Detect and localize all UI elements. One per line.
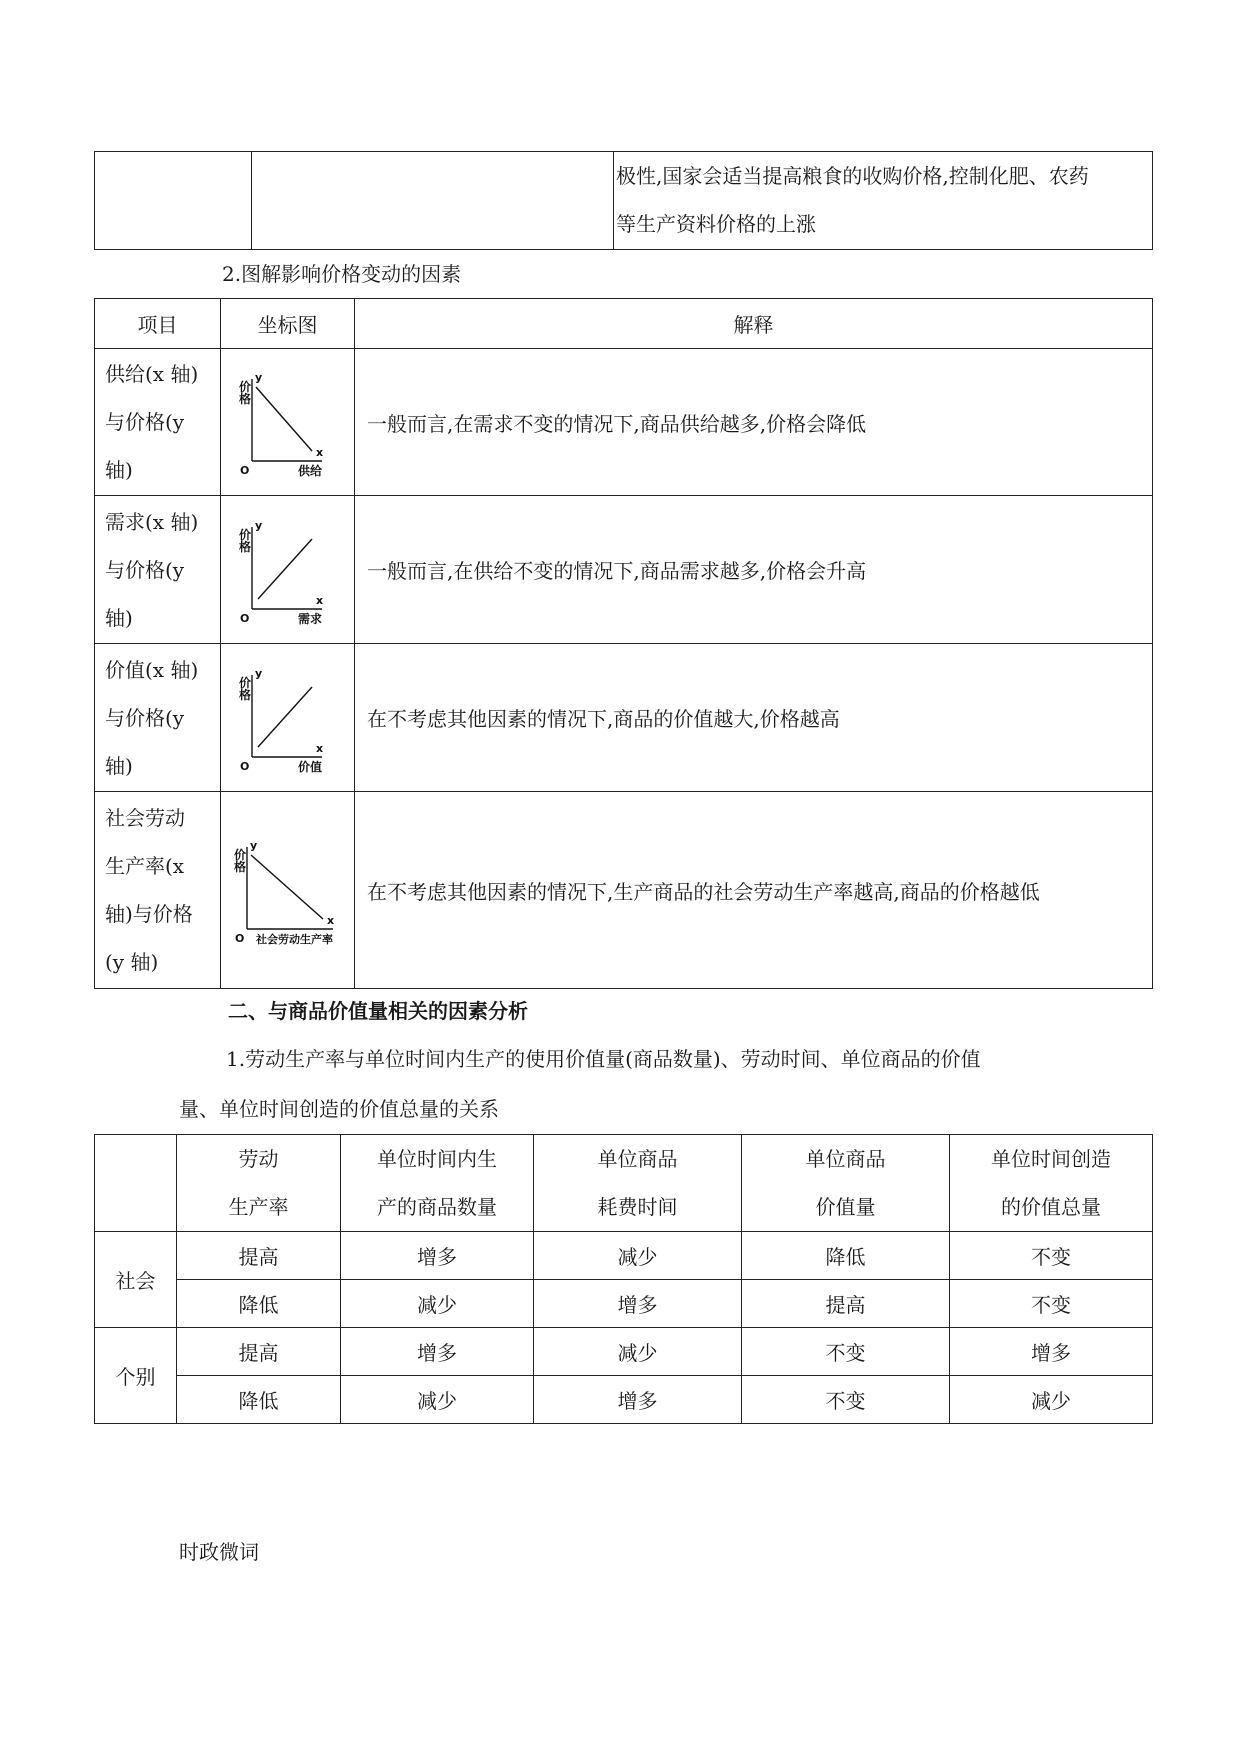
factor-explanation: 在不考虑其他因素的情况下,商品的价值越大,价格越高 (367, 707, 840, 731)
relation-header-cell (950, 1135, 1153, 1232)
relation-header-empty (95, 1135, 177, 1232)
x-axis-letter: x (315, 741, 323, 755)
x-axis-label: 供给 (297, 464, 322, 477)
factor-item-line: 供给(x 轴) (105, 362, 199, 386)
coordinate-graph (238, 367, 338, 477)
factor-explanation-cell (355, 496, 1153, 644)
factor-item-line: 轴) (105, 458, 133, 482)
x-axis-label: 价值 (297, 759, 322, 773)
coordinate-graph (238, 663, 338, 773)
relation-header-line: 产的商品数量 (377, 1195, 497, 1219)
relation-header-line: 价值量 (815, 1195, 876, 1219)
x-axis-letter: x (326, 914, 334, 927)
trend-line (258, 687, 312, 747)
origin-label: O (234, 932, 244, 945)
factor-item-line: 轴) (105, 605, 133, 630)
y-axis-letter: y (254, 666, 262, 680)
trend-line (251, 855, 323, 919)
relation-header-line: 单位商品 (597, 1147, 678, 1171)
factor-row (95, 349, 1153, 496)
factor-item-line: 需求(x 轴) (105, 509, 199, 534)
factor-item-line: 与价格(y (105, 705, 185, 730)
relation-cell: 减少 (534, 1328, 742, 1376)
factor-graph-cell (221, 349, 355, 496)
y-axis-label: 价格 (238, 527, 251, 554)
factor-explanation-cell (355, 349, 1153, 496)
relation-cell: 增多 (534, 1376, 742, 1424)
section2-title: 2.图解影响价格变动的因素 (222, 262, 462, 286)
trend-line (258, 539, 312, 599)
group-label-text: 个别 (115, 1365, 156, 1389)
relation-row (95, 1232, 1153, 1280)
factor-row (95, 496, 1153, 644)
factor-explanation: 在不考虑其他因素的情况下,生产商品的社会劳动生产率越高,商品的价格越低 (367, 879, 1040, 904)
header-explanation: 解释 (355, 299, 1153, 349)
header-graph: 坐标图 (221, 299, 355, 349)
relation-cell: 增多 (950, 1328, 1153, 1376)
paragraph-line: 1.劳动生产率与单位时间内生产的使用价值量(商品数量)、劳动时间、单位商品的价值 (226, 1047, 981, 1071)
y-axis-letter: y (249, 839, 257, 852)
y-axis-letter: y (254, 518, 262, 532)
relation-cell: 降低 (177, 1376, 341, 1424)
top-continuation-table (94, 151, 1153, 250)
price-factor-table (94, 298, 1153, 989)
origin-label: O (239, 611, 249, 625)
factor-graph-cell (221, 644, 355, 792)
paragraph-line: 量、单位时间创造的价值总量的关系 (179, 1097, 499, 1121)
relation-cell: 减少 (341, 1376, 534, 1424)
relation-cell: 增多 (341, 1232, 534, 1280)
footer-title: 时政微词 (179, 1540, 259, 1564)
factor-row (95, 644, 1153, 792)
factor-item-line: 轴) (105, 753, 133, 778)
relation-cell: 减少 (534, 1232, 742, 1280)
relation-cell: 降低 (177, 1280, 341, 1328)
factor-item-cell (95, 349, 221, 496)
top-table-text-line: 等生产资料价格的上涨 (616, 212, 816, 236)
group-label-text: 社会 (115, 1269, 156, 1293)
relation-header-line: 耗费时间 (597, 1195, 678, 1219)
factor-item-line: 价值(x 轴) (105, 657, 199, 682)
x-axis-letter: x (315, 446, 323, 459)
top-table-text-line: 极性,国家会适当提高粮食的收购价格,控制化肥、农药 (616, 164, 1089, 188)
header-item: 项目 (95, 299, 221, 349)
x-axis-label: 社会劳动生产率 (255, 933, 333, 945)
relation-cell: 减少 (950, 1376, 1153, 1424)
factor-explanation: 一般而言,在需求不变的情况下,商品供给越多,价格会降低 (367, 411, 867, 436)
factor-explanation-cell (355, 644, 1153, 792)
relation-cell: 提高 (177, 1328, 341, 1376)
origin-label: O (239, 759, 249, 773)
factor-item-line: 轴)与价格 (105, 902, 193, 926)
factor-item-cell (95, 496, 221, 644)
factor-item-line: 生产率(x (105, 854, 185, 878)
x-axis-label: 需求 (297, 611, 322, 625)
y-axis-label: 价格 (238, 675, 251, 702)
factor-item-line: (y 轴) (105, 950, 159, 974)
relation-header-line: 单位商品 (805, 1147, 886, 1171)
relation-header-line: 单位时间创造 (991, 1147, 1111, 1171)
factor-graph-cell (221, 792, 355, 989)
relation-header-cell (534, 1135, 742, 1232)
factor-row (95, 792, 1153, 989)
factor-item-line: 社会劳动 (105, 806, 185, 830)
y-axis-letter: y (254, 371, 262, 384)
factor-item-line: 与价格(y (105, 410, 185, 434)
relation-header-cell (177, 1135, 341, 1232)
relation-cell: 不变 (742, 1376, 950, 1424)
factor-item-cell (95, 644, 221, 792)
y-axis-label: 价格 (233, 848, 246, 874)
x-axis-letter: x (315, 593, 323, 607)
factor-explanation: 一般而言,在供给不变的情况下,商品需求越多,价格会升高 (367, 559, 867, 583)
relation-group-label (95, 1232, 177, 1328)
relation-cell: 降低 (742, 1232, 950, 1280)
trend-line (256, 387, 312, 451)
productivity-relation-table (94, 1134, 1153, 1424)
top-table-text-cell (614, 152, 1153, 250)
relation-cell: 增多 (341, 1328, 534, 1376)
relation-cell: 提高 (742, 1280, 950, 1328)
relation-group-label (95, 1328, 177, 1424)
relation-header-line: 劳动 (238, 1147, 279, 1171)
relation-header-cell (742, 1135, 950, 1232)
relation-cell: 提高 (177, 1232, 341, 1280)
relation-header-cell (341, 1135, 534, 1232)
relation-header-line: 的价值总量 (1001, 1195, 1101, 1219)
section-two-heading: 二、与商品价值量相关的因素分析 (228, 999, 528, 1023)
relation-cell: 不变 (950, 1280, 1153, 1328)
relation-cell: 不变 (742, 1328, 950, 1376)
factor-explanation-cell (355, 792, 1153, 989)
factor-item-cell (95, 792, 221, 989)
coordinate-graph (238, 515, 338, 625)
relation-cell: 减少 (341, 1280, 534, 1328)
relation-row (95, 1376, 1153, 1424)
relation-row (95, 1328, 1153, 1376)
relation-header-line: 单位时间内生 (377, 1147, 497, 1171)
relation-cell: 不变 (950, 1232, 1153, 1280)
relation-row (95, 1280, 1153, 1328)
top-table-empty-cell-1 (95, 152, 252, 250)
top-table-empty-cell-2 (252, 152, 614, 250)
relation-cell: 增多 (534, 1280, 742, 1328)
factor-graph-cell (221, 496, 355, 644)
relation-header-line: 生产率 (228, 1195, 289, 1219)
origin-label: O (239, 464, 249, 477)
y-axis-label: 价格 (238, 380, 251, 406)
coordinate-graph (233, 835, 343, 945)
factor-item-line: 与价格(y (105, 557, 185, 582)
